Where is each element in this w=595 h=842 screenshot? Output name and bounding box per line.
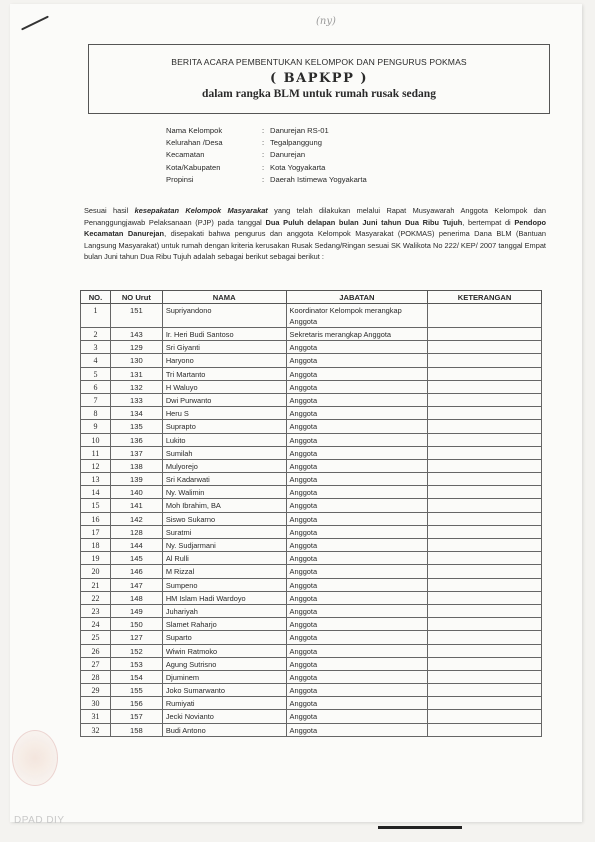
cell-keterangan: [428, 459, 542, 472]
table-row: [81, 578, 542, 591]
cell-keterangan: [428, 420, 542, 433]
cell-no: 24: [81, 618, 111, 631]
cell-jabatan: Anggota: [286, 723, 428, 736]
cell-jabatan: Anggota: [286, 684, 428, 697]
table-row: [81, 328, 542, 341]
members-table: [80, 290, 542, 737]
header-nama: NAMA: [162, 291, 286, 304]
cell-jabatan: Koordinator Kelompok merangkap Anggota: [286, 304, 428, 328]
cell-no: 8: [81, 407, 111, 420]
cell-nama: Sumpeno: [162, 578, 286, 591]
cell-no-urut: 137: [110, 446, 162, 459]
document-acronym: ( BAPKPP ): [269, 71, 369, 86]
paragraph-text: , bertempat di: [462, 217, 515, 227]
cell-jabatan: Anggota: [286, 499, 428, 512]
info-value: Danurejan: [270, 150, 306, 160]
cell-nama: Slamet Raharjo: [162, 618, 286, 631]
paragraph-date: Dua Puluh delapan bulan Juni tahun Dua Ribu Tujuh: [265, 217, 463, 227]
info-row: [166, 149, 367, 161]
cell-keterangan: [428, 644, 542, 657]
cell-nama: Juhariyah: [162, 604, 286, 617]
table-row: [81, 407, 542, 420]
table-body: [81, 304, 542, 737]
header-no-urut: NO Urut: [110, 291, 162, 304]
info-label: Kecamatan: [166, 150, 205, 160]
cell-no: 20: [81, 565, 111, 578]
table-row: [81, 420, 542, 433]
cell-no: 28: [81, 670, 111, 683]
info-value: Danurejan RS-01: [270, 126, 329, 135]
cell-jabatan: Anggota: [286, 486, 428, 499]
cell-nama: Ny. Sudjarmani: [162, 539, 286, 552]
header-keterangan: KETERANGAN: [428, 291, 542, 304]
cell-jabatan: Anggota: [286, 565, 428, 578]
cell-no: 17: [81, 525, 111, 538]
info-row: [166, 137, 367, 149]
info-label: Kelurahan /Desa: [166, 138, 223, 148]
cell-nama: Lukito: [162, 433, 286, 446]
cell-keterangan: [428, 512, 542, 525]
table-row: [81, 539, 542, 552]
cell-nama: Suparto: [162, 631, 286, 644]
cell-no-urut: 147: [110, 578, 162, 591]
cell-jabatan: Anggota: [286, 393, 428, 406]
cell-jabatan: Anggota: [286, 618, 428, 631]
cell-jabatan: Anggota: [286, 420, 428, 433]
cell-no: 23: [81, 604, 111, 617]
table-row: [81, 459, 542, 472]
cell-nama: Wiwin Ratmoko: [162, 644, 286, 657]
cell-nama: Ny. Walimin: [162, 486, 286, 499]
cell-nama: Rumiyati: [162, 697, 286, 710]
table-row: [81, 473, 542, 486]
table-row: [81, 380, 542, 393]
cell-keterangan: [428, 591, 542, 604]
info-row: [166, 162, 367, 174]
table-row: [81, 565, 542, 578]
cell-no-urut: 154: [110, 670, 162, 683]
header-jabatan: JABATAN: [286, 291, 428, 304]
info-label: Kota/Kabupaten: [166, 162, 221, 172]
paragraph-location: Pendopo Kecamatan Danurejan: [84, 217, 546, 239]
cell-nama: Djuminem: [162, 670, 286, 683]
cell-no-urut: 135: [110, 420, 162, 433]
cell-no: 26: [81, 644, 111, 657]
cell-nama: Sumilah: [162, 446, 286, 459]
cell-nama: Haryono: [162, 354, 286, 367]
cell-keterangan: [428, 525, 542, 538]
cell-no-urut: 149: [110, 604, 162, 617]
info-value: Daerah Istimewa Yogyakarta: [270, 174, 367, 184]
cell-keterangan: [428, 697, 542, 710]
info-row: [166, 125, 367, 137]
table-row: [81, 446, 542, 459]
cell-no: 6: [81, 380, 111, 393]
cell-jabatan: Anggota: [286, 512, 428, 525]
cell-no-urut: 131: [110, 367, 162, 380]
cell-no: 19: [81, 552, 111, 565]
table-row: [81, 657, 542, 670]
cell-nama: Heru S: [162, 407, 286, 420]
info-colon: :: [262, 138, 265, 148]
cell-nama: Agung Sutrisno: [162, 657, 286, 670]
cell-nama: Joko Sumarwanto: [162, 684, 286, 697]
cell-nama: Ir. Heri Budi Santoso: [162, 328, 286, 341]
table-row: [81, 486, 542, 499]
cell-keterangan: [428, 723, 542, 736]
cell-no: 13: [81, 473, 111, 486]
cell-jabatan: Anggota: [286, 525, 428, 538]
cell-nama: Sri Giyanti: [162, 341, 286, 354]
cell-no-urut: 146: [110, 565, 162, 578]
title-box: [88, 44, 550, 114]
cell-nama: Siswo Sukarno: [162, 512, 286, 525]
cell-no: 30: [81, 697, 111, 710]
cell-nama: Suprapto: [162, 420, 286, 433]
cell-no-urut: 142: [110, 512, 162, 525]
paragraph-text: yang telah dilakukan melalui Rapat Musyawarah Anggota Kelompok dan Penanggungjawab Pelaksanaan (PJP) pada tanggal: [84, 206, 546, 227]
info-colon: :: [262, 126, 265, 135]
cell-no: 25: [81, 631, 111, 644]
cell-keterangan: [428, 354, 542, 367]
cell-keterangan: [428, 539, 542, 552]
cell-no-urut: 128: [110, 525, 162, 538]
watermark: DPAD DIY: [14, 815, 65, 826]
table-row: [81, 354, 542, 367]
cell-no-urut: 151: [110, 304, 162, 328]
cell-keterangan: [428, 407, 542, 420]
table-row: [81, 499, 542, 512]
cell-no-urut: 134: [110, 407, 162, 420]
table-row: [81, 552, 542, 565]
cell-keterangan: [428, 446, 542, 459]
table-row: [81, 723, 542, 736]
cell-no-urut: 148: [110, 591, 162, 604]
cell-keterangan: [428, 393, 542, 406]
cell-jabatan: Anggota: [286, 473, 428, 486]
table-row: [81, 393, 542, 406]
cell-nama: HM Islam Hadi Wardoyo: [162, 591, 286, 604]
info-label: Propinsi: [166, 174, 194, 184]
cell-jabatan: Anggota: [286, 380, 428, 393]
cell-no-urut: 133: [110, 393, 162, 406]
cell-no: 22: [81, 591, 111, 604]
cell-jabatan: Anggota: [286, 710, 428, 723]
cell-keterangan: [428, 565, 542, 578]
group-info: [166, 125, 367, 186]
cell-no-urut: 141: [110, 499, 162, 512]
cell-jabatan: Anggota: [286, 604, 428, 617]
cell-jabatan: Anggota: [286, 433, 428, 446]
paragraph-text: , disepakati bahwa pengurus dan anggota Kelompok Masyarakat (POKMAS) penerima Dana BLM (Bantuan Langsung Masyarakat) untuk rumah dengan kriteria kerusakan Rusak Sedang/Ringan sesuai SK Walikota No 222/ KEP/ 2007 tanggal Empat bulan Juni tahun Dua Ribu Tujuh adalah sebagai berikut sebagai berikut :: [84, 229, 546, 262]
cell-no-urut: 139: [110, 473, 162, 486]
info-value: Kota Yogyakarta: [270, 162, 326, 172]
cell-jabatan: Sekretaris merangkap Anggota: [286, 328, 428, 341]
cell-jabatan: Anggota: [286, 341, 428, 354]
cell-keterangan: [428, 341, 542, 354]
cell-nama: Moh Ibrahim, BA: [162, 499, 286, 512]
cell-jabatan: Anggota: [286, 407, 428, 420]
cell-keterangan: [428, 578, 542, 591]
cell-nama: Supriyandono: [162, 304, 286, 328]
cell-nama: Budi Antono: [162, 723, 286, 736]
cell-keterangan: [428, 618, 542, 631]
table-row: [81, 631, 542, 644]
paragraph-emphasis: kesepakatan Kelompok Masyarakat: [134, 206, 268, 215]
cell-jabatan: Anggota: [286, 697, 428, 710]
stamp-seal: [12, 730, 58, 786]
cell-keterangan: [428, 380, 542, 393]
table-row: [81, 304, 542, 328]
cell-no: 7: [81, 393, 111, 406]
cell-no-urut: 130: [110, 354, 162, 367]
document-subtitle: dalam rangka BLM untuk rumah rusak sedang: [202, 88, 436, 100]
cell-jabatan: Anggota: [286, 367, 428, 380]
cell-nama: Tri Martanto: [162, 367, 286, 380]
cell-jabatan: Anggota: [286, 539, 428, 552]
table-row: [81, 684, 542, 697]
table-row: [81, 367, 542, 380]
cell-no-urut: 143: [110, 328, 162, 341]
cell-nama: M Rizzal: [162, 565, 286, 578]
cell-jabatan: Anggota: [286, 552, 428, 565]
cell-keterangan: [428, 684, 542, 697]
table-header-row: [81, 291, 542, 304]
cell-jabatan: Anggota: [286, 578, 428, 591]
info-colon: :: [262, 174, 265, 184]
cell-no-urut: 127: [110, 631, 162, 644]
cell-keterangan: [428, 631, 542, 644]
cell-no: 4: [81, 354, 111, 367]
cell-no-urut: 150: [110, 618, 162, 631]
cell-jabatan: Anggota: [286, 459, 428, 472]
info-colon: :: [262, 150, 265, 160]
cell-no-urut: 158: [110, 723, 162, 736]
cell-no: 14: [81, 486, 111, 499]
cell-no: 32: [81, 723, 111, 736]
cell-no-urut: 152: [110, 644, 162, 657]
cell-jabatan: Anggota: [286, 644, 428, 657]
cell-nama: Mulyorejo: [162, 459, 286, 472]
cell-no: 3: [81, 341, 111, 354]
cell-keterangan: [428, 710, 542, 723]
cell-no-urut: 156: [110, 697, 162, 710]
cell-keterangan: [428, 552, 542, 565]
cell-keterangan: [428, 304, 542, 328]
table-row: [81, 433, 542, 446]
table-row: [81, 604, 542, 617]
cell-jabatan: Anggota: [286, 670, 428, 683]
cell-no: 2: [81, 328, 111, 341]
cell-jabatan: Anggota: [286, 591, 428, 604]
cell-no-urut: 140: [110, 486, 162, 499]
table-row: [81, 512, 542, 525]
cell-keterangan: [428, 657, 542, 670]
info-label: Nama Kelompok: [166, 126, 223, 135]
cell-no: 5: [81, 367, 111, 380]
cell-no-urut: 132: [110, 380, 162, 393]
cell-no-urut: 136: [110, 433, 162, 446]
cell-nama: Jecki Novianto: [162, 710, 286, 723]
table-row: [81, 710, 542, 723]
cell-no: 12: [81, 459, 111, 472]
cell-nama: Al Rulli: [162, 552, 286, 565]
cell-no: 10: [81, 433, 111, 446]
cell-keterangan: [428, 670, 542, 683]
cell-no: 29: [81, 684, 111, 697]
cell-keterangan: [428, 486, 542, 499]
cell-keterangan: [428, 473, 542, 486]
cell-no: 18: [81, 539, 111, 552]
info-value: Tegalpanggung: [270, 138, 322, 148]
cell-no-urut: 145: [110, 552, 162, 565]
cell-nama: H Waluyo: [162, 380, 286, 393]
cell-jabatan: Anggota: [286, 354, 428, 367]
cell-no: 31: [81, 710, 111, 723]
cell-jabatan: Anggota: [286, 446, 428, 459]
cell-keterangan: [428, 367, 542, 380]
cell-no: 15: [81, 499, 111, 512]
cell-no-urut: 129: [110, 341, 162, 354]
cell-jabatan: Anggota: [286, 631, 428, 644]
bottom-bar: [378, 826, 462, 829]
cell-jabatan: Anggota: [286, 657, 428, 670]
cell-keterangan: [428, 499, 542, 512]
cell-no-urut: 144: [110, 539, 162, 552]
cell-nama: Suratmi: [162, 525, 286, 538]
table-row: [81, 697, 542, 710]
table-row: [81, 341, 542, 354]
cell-no-urut: 155: [110, 684, 162, 697]
cell-no-urut: 153: [110, 657, 162, 670]
info-colon: :: [262, 162, 265, 172]
body-paragraph: [84, 205, 546, 263]
cell-no: 21: [81, 578, 111, 591]
cell-no-urut: 138: [110, 459, 162, 472]
header-no: NO.: [81, 291, 111, 304]
cell-nama: Dwi Purwanto: [162, 393, 286, 406]
cell-no: 9: [81, 420, 111, 433]
cell-no: 16: [81, 512, 111, 525]
document-title: BERITA ACARA PEMBENTUKAN KELOMPOK DAN PENGURUS POKMAS: [171, 57, 467, 67]
table-row: [81, 670, 542, 683]
cell-keterangan: [428, 604, 542, 617]
cell-keterangan: [428, 328, 542, 341]
cell-nama: Sri Kadarwati: [162, 473, 286, 486]
cell-no: 1: [81, 304, 111, 328]
table-row: [81, 618, 542, 631]
table-row: [81, 644, 542, 657]
handwritten-note: (ny): [316, 16, 336, 27]
table-row: [81, 525, 542, 538]
cell-no: 11: [81, 446, 111, 459]
table-row: [81, 591, 542, 604]
info-row: [166, 174, 367, 186]
cell-no: 27: [81, 657, 111, 670]
cell-no-urut: 157: [110, 710, 162, 723]
cell-keterangan: [428, 433, 542, 446]
paragraph-text: Sesuai hasil: [84, 206, 135, 215]
